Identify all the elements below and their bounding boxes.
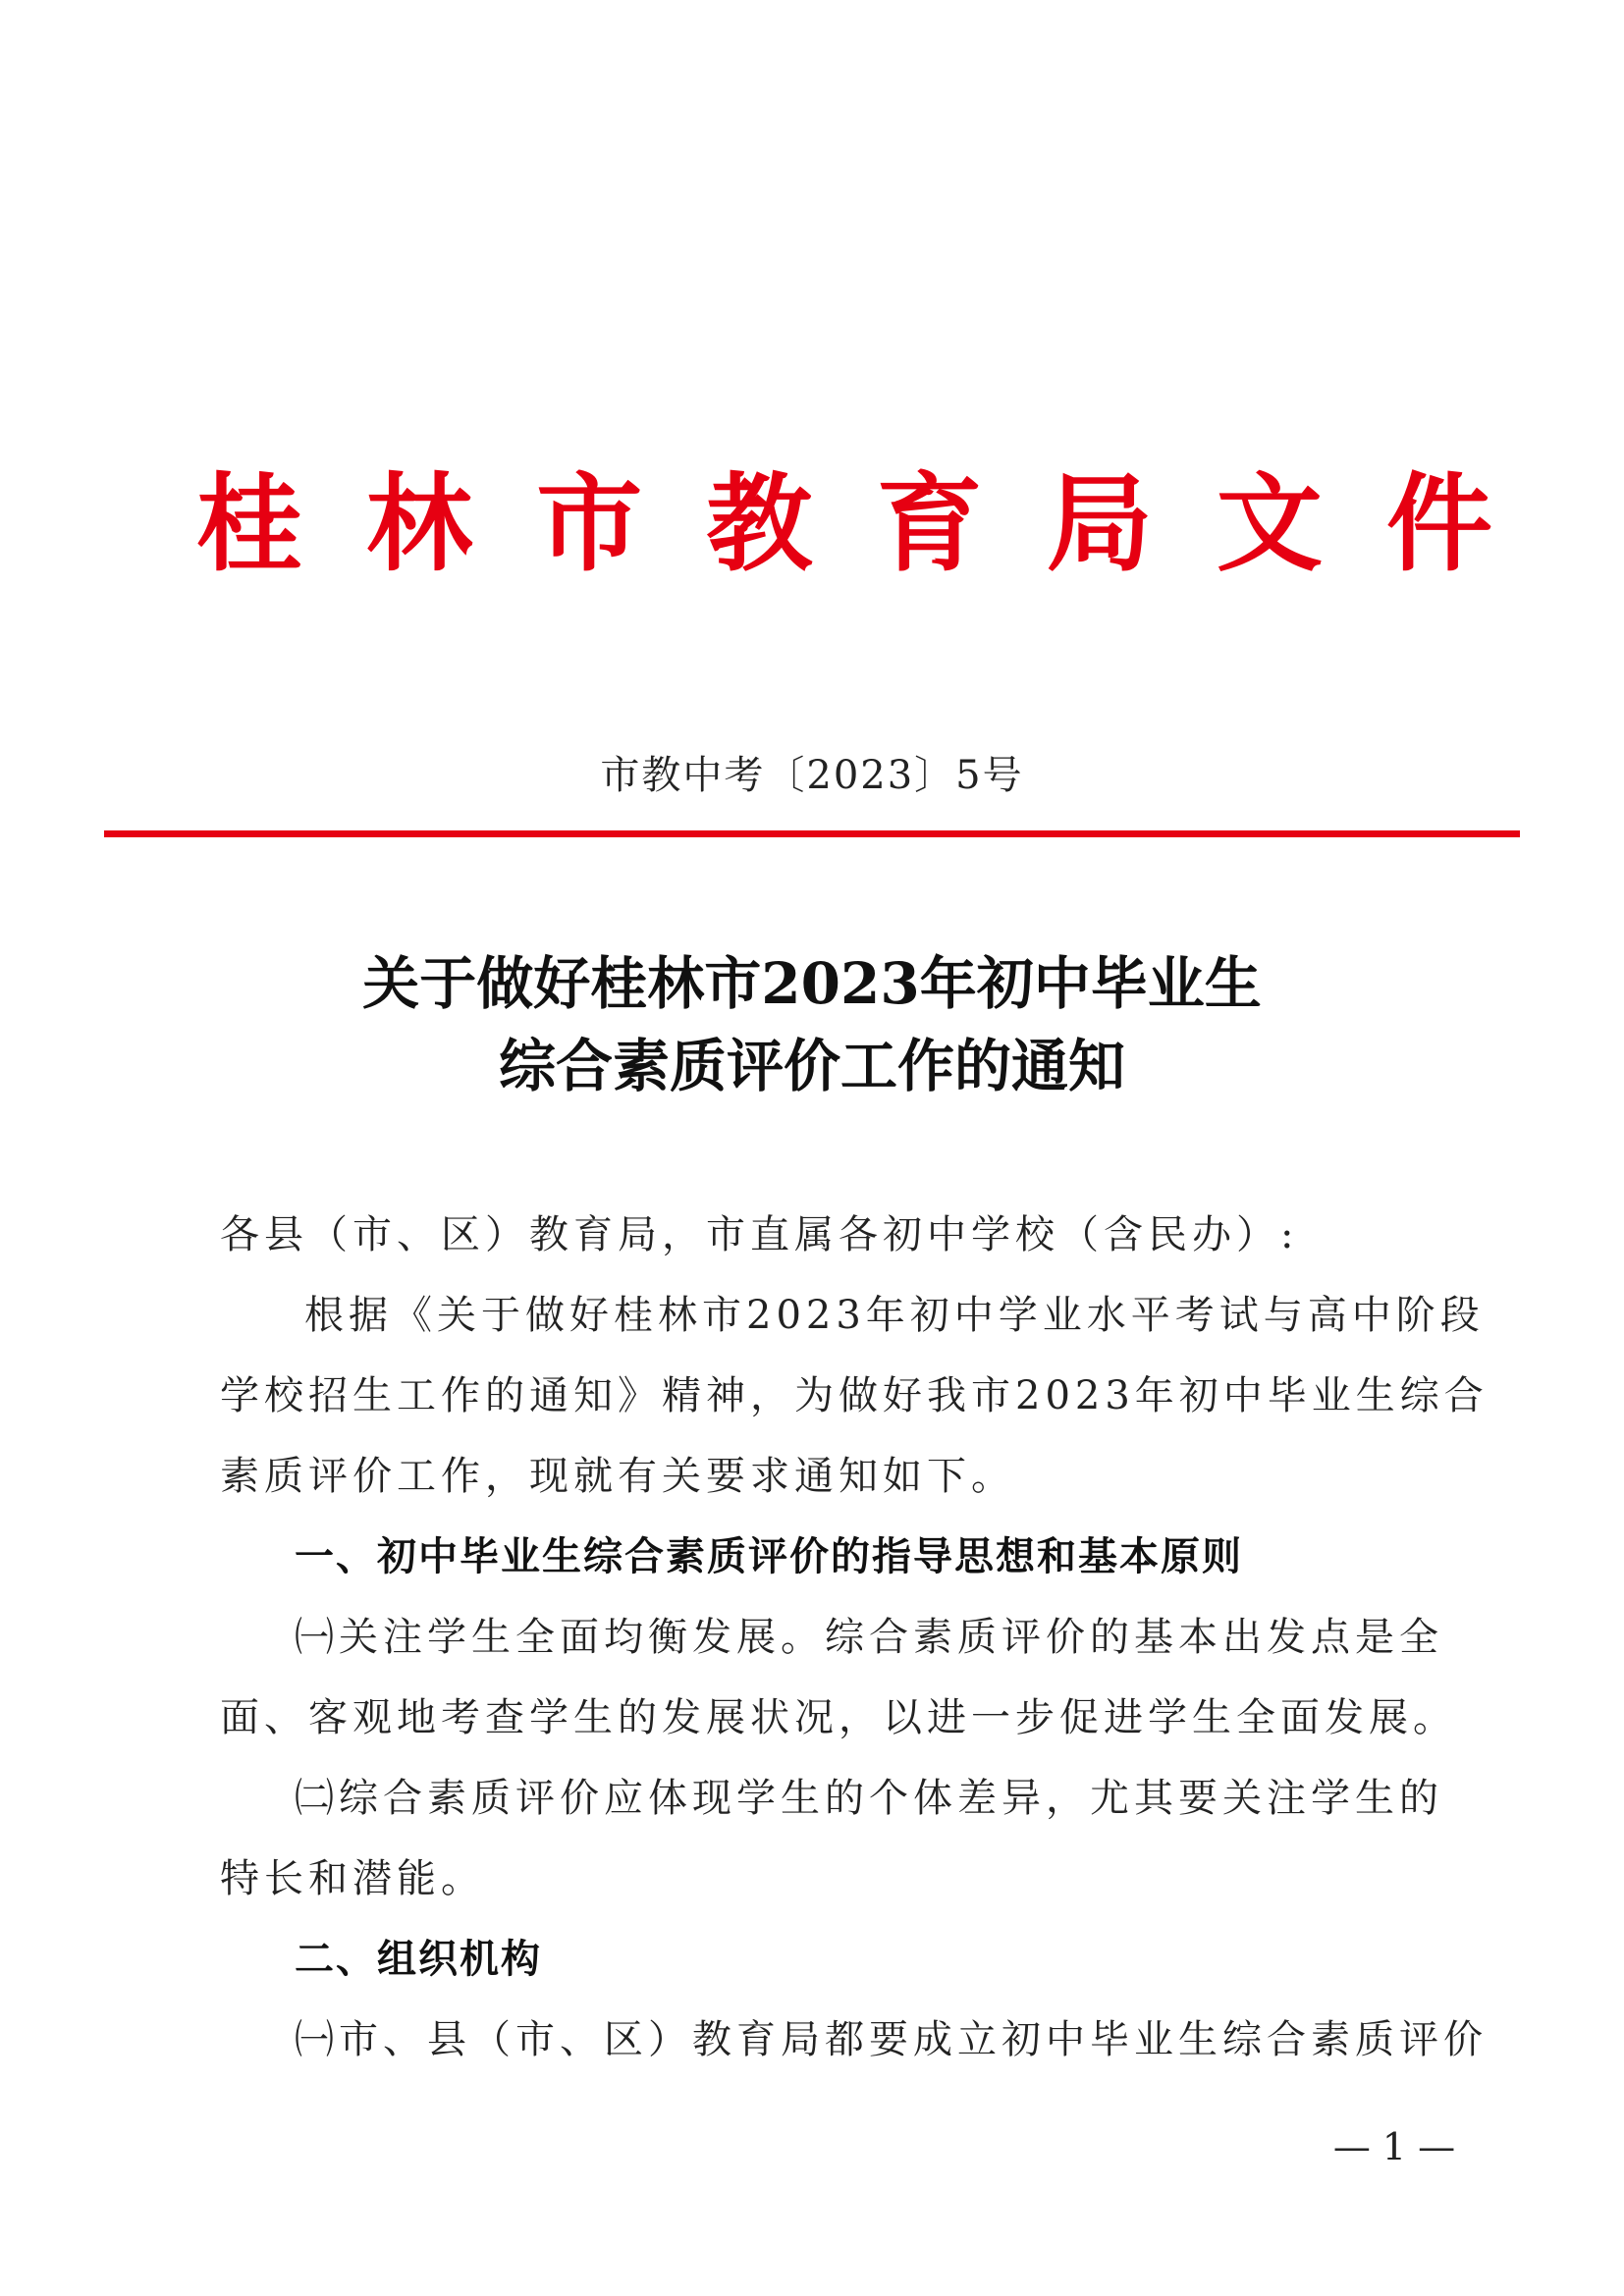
paragraph-line: ㈠市、县（市、区）教育局都要成立初中毕业生综合素质评价: [295, 2017, 1488, 2062]
salutation: 各县（市、区）教育局，市直属各初中学校（含民办）:: [220, 1212, 1299, 1257]
notice-title-line-1: 关于做好桂林市2023年初中毕业生: [362, 950, 1262, 1017]
header-char: 教: [706, 463, 813, 586]
paragraph-line: ㈡综合素质评价应体现学生的个体差异，尤其要关注学生的: [295, 1776, 1443, 1821]
header-char: 育: [876, 463, 983, 586]
paragraph-line: 素质评价工作，现就有关要求通知如下。: [220, 1454, 1015, 1499]
paragraph-line: 根据《关于做好桂林市2023年初中学业水平考试与高中阶段: [304, 1293, 1485, 1338]
header-char: 文: [1216, 463, 1323, 586]
notice-title-line-2: 综合素质评价工作的通知: [498, 1033, 1125, 1099]
header-char: 件: [1385, 463, 1492, 586]
notice-title: [0, 942, 1624, 1107]
document-number: 市教中考〔2023〕5号: [600, 753, 1024, 798]
paragraph-line: 学校招生工作的通知》精神，为做好我市2023年初中毕业生综合: [220, 1373, 1489, 1418]
section-heading-2: 二、组织机构: [295, 1937, 542, 1982]
issuing-authority-header: [196, 461, 1492, 589]
paragraph-line: 特长和潜能。: [220, 1856, 485, 1901]
section-heading-1: 一、初中毕业生综合素质评价的指导思想和基本原则: [295, 1534, 1243, 1579]
header-char: 桂: [196, 463, 303, 586]
header-char: 林: [366, 463, 473, 586]
red-divider-line: [104, 830, 1520, 837]
header-char: 市: [536, 463, 643, 586]
paragraph-line: ㈠关注学生全面均衡发展。综合素质评价的基本出发点是全: [295, 1615, 1443, 1660]
paragraph-line: 面、客观地考查学生的发展状况，以进一步促进学生全面发展。: [220, 1695, 1457, 1740]
header-char: 局: [1046, 463, 1153, 586]
page-number: — 1 —: [1332, 2125, 1456, 2168]
